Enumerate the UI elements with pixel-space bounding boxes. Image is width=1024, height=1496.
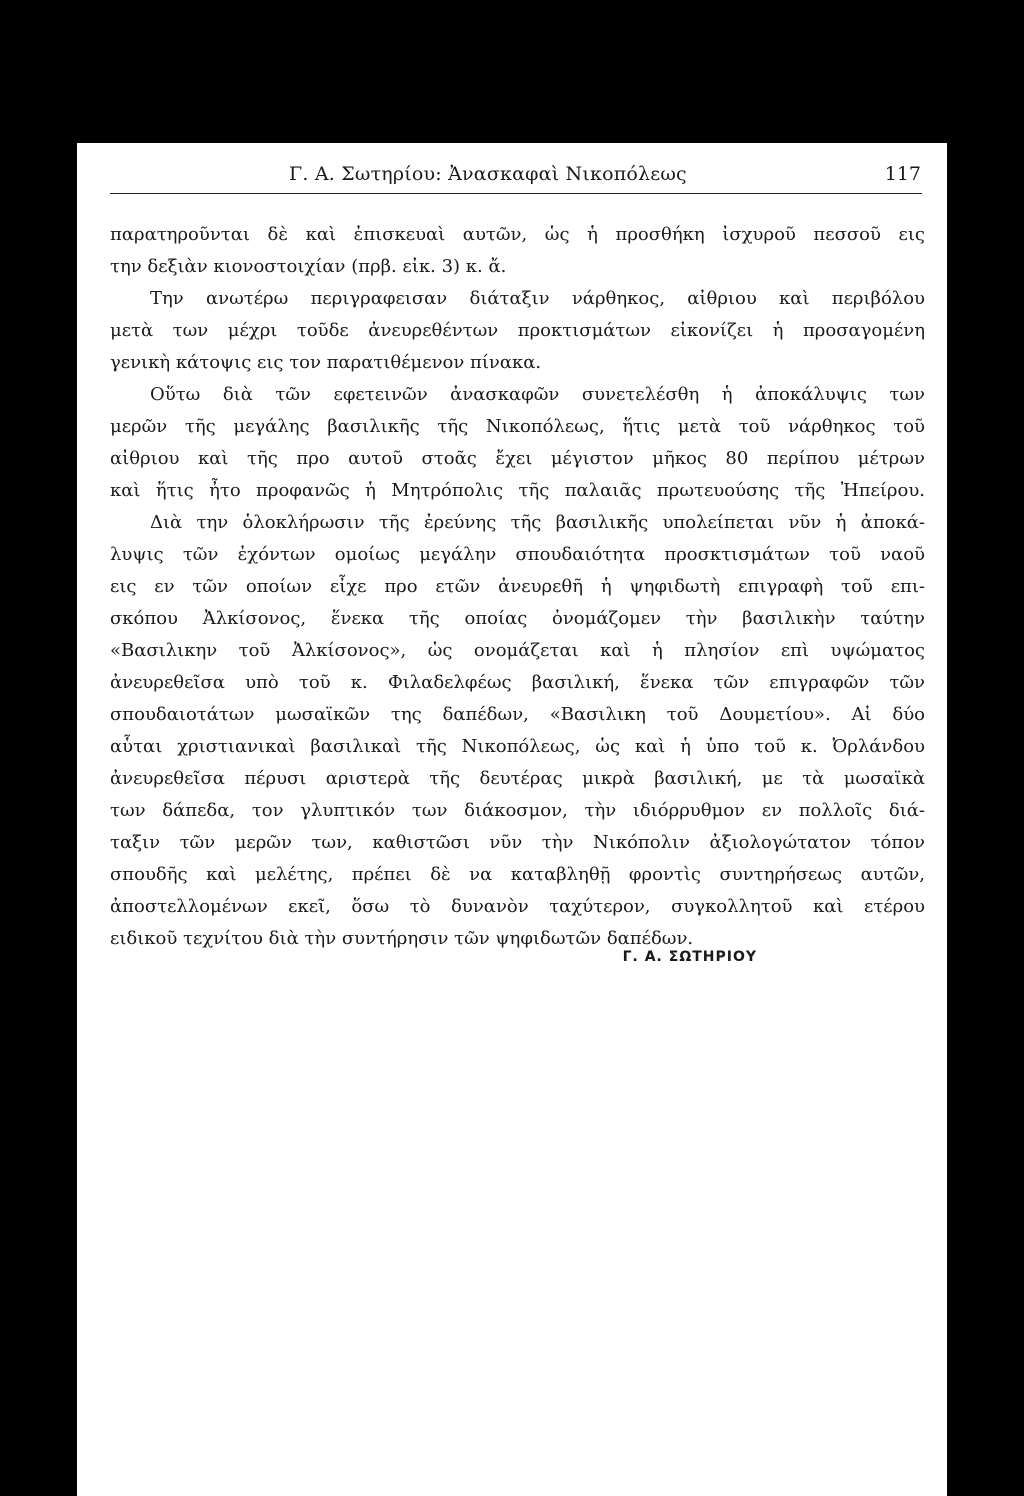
header-rule bbox=[110, 193, 922, 194]
text-line: καὶ ἥτις ἦτο προφανῶς ἡ Μητρόπολις τῆς παλαιᾶς πρωτευούσης τῆς Ἠπείρου. bbox=[110, 480, 925, 501]
text-line: σπουδῆς καὶ μελέτης, πρέπει δὲ να καταβληθῇ φροντὶς συντηρήσεως αυτῶν, bbox=[110, 864, 925, 885]
text-line: μετὰ των μέχρι τοῦδε ἀνευρεθέντων προκτισμάτων εἰκονίζει ἡ προσαγομένη bbox=[110, 320, 925, 341]
text-line: λυψις τῶν ἐχόντων ομοίως μεγάλην σπουδαιότητα προσκτισμάτων τοῦ ναοῦ bbox=[110, 544, 925, 565]
text-line: γενικὴ κάτοψις εις τον παρατιθέμενον πίνακα. bbox=[110, 352, 542, 373]
running-header bbox=[77, 163, 947, 193]
page-sheet bbox=[77, 143, 947, 1496]
text-line: μερῶν τῆς μεγάλης βασιλικῆς τῆς Νικοπόλεως, ἥτις μετὰ τοῦ νάρθηκος τοῦ bbox=[110, 416, 925, 437]
text-line: ἀνευρεθεῖσα υπὸ τοῦ κ. Φιλαδελφέως βασιλική, ἕνεκα τῶν επιγραφῶν τῶν bbox=[110, 672, 925, 693]
text-line: σκόπου Ἀλκίσονος, ἕνεκα τῆς οποίας ὀνομάζομεν τὴν βασιλικὴν ταύτην bbox=[110, 608, 925, 629]
text-line: αὗται χριστιανικαὶ βασιλικαὶ τῆς Νικοπόλεως, ὡς καὶ ἡ ὑπο τοῦ κ. Ὀρλάνδου bbox=[110, 736, 925, 757]
page-number: 117 bbox=[884, 163, 921, 185]
text-line: «Βασιλικην τοῦ Ἀλκίσονος», ὡς ονομάζεται καὶ ἡ πλησίον επὶ υψώματος bbox=[110, 640, 925, 661]
text-line: εις εν τῶν οποίων εἶχε προ ετῶν ἀνευρεθῆ ἡ ψηφιδωτὴ επιγραφὴ τοῦ επι- bbox=[110, 576, 925, 597]
text-line: σπουδαιοτάτων μωσαϊκῶν της δαπέδων, «Βασιλικη τοῦ Δουμετίου». Αἱ δύο bbox=[110, 704, 925, 725]
text-line: παρατηροῦνται δὲ καὶ ἐπισκευαὶ αυτῶν, ὡς ἡ προσθήκη ἰσχυροῦ πεσσοῦ εις bbox=[110, 224, 925, 245]
body-text bbox=[110, 219, 925, 955]
text-line: ταξιν τῶν μερῶν των, καθιστῶσι νῦν τὴν Νικόπολιν ἀξιολογώτατον τόπον bbox=[110, 832, 925, 853]
text-line: αἰθριου καὶ τῆς προ αυτοῦ στοᾶς ἔχει μέγιστον μῆκος 80 περίπου μέτρων bbox=[110, 448, 925, 469]
author-signature: Γ. Α. ΣΩΤΗΡΙΟΥ bbox=[622, 949, 757, 965]
running-header-title: Γ. Α. Σωτηρίου: Ἀνασκαφαὶ Νικοπόλεως bbox=[289, 163, 687, 185]
text-line: ἀποστελλομένων εκεῖ, ὅσω τὸ δυνανὸν ταχύτερον, συγκολλητοῦ καὶ ετέρου bbox=[110, 896, 925, 917]
text-line: Διὰ την ὁλοκλήρωσιν τῆς ἐρεύνης τῆς βασιλικῆς υπολείπεται νῦν ἡ ἀποκά- bbox=[150, 512, 925, 533]
text-line: την δεξιὰν κιονοστοιχίαν (πρβ. εἰκ. 3) κ. ἄ. bbox=[110, 256, 507, 277]
text-line: Την ανωτέρω περιγραφεισαν διάταξιν νάρθηκος, αἰθριου καὶ περιβόλου bbox=[150, 288, 925, 309]
text-line: των δάπεδα, τον γλυπτικόν των διάκοσμον, τὴν ιδιόρρυθμον εν πολλοῖς διά- bbox=[110, 800, 925, 821]
text-line: ειδικοῦ τεχνίτου διὰ τὴν συντήρησιν τῶν ψηφιδωτῶν δαπέδων. bbox=[110, 928, 694, 949]
text-line: Οὕτω διὰ τῶν εφετεινῶν ἀνασκαφῶν συνετελέσθη ἡ ἀποκάλυψις των bbox=[150, 384, 925, 405]
text-line: ἀνευρεθεῖσα πέρυσι αριστερὰ τῆς δευτέρας μικρὰ βασιλική, με τὰ μωσαϊκὰ bbox=[110, 768, 925, 789]
